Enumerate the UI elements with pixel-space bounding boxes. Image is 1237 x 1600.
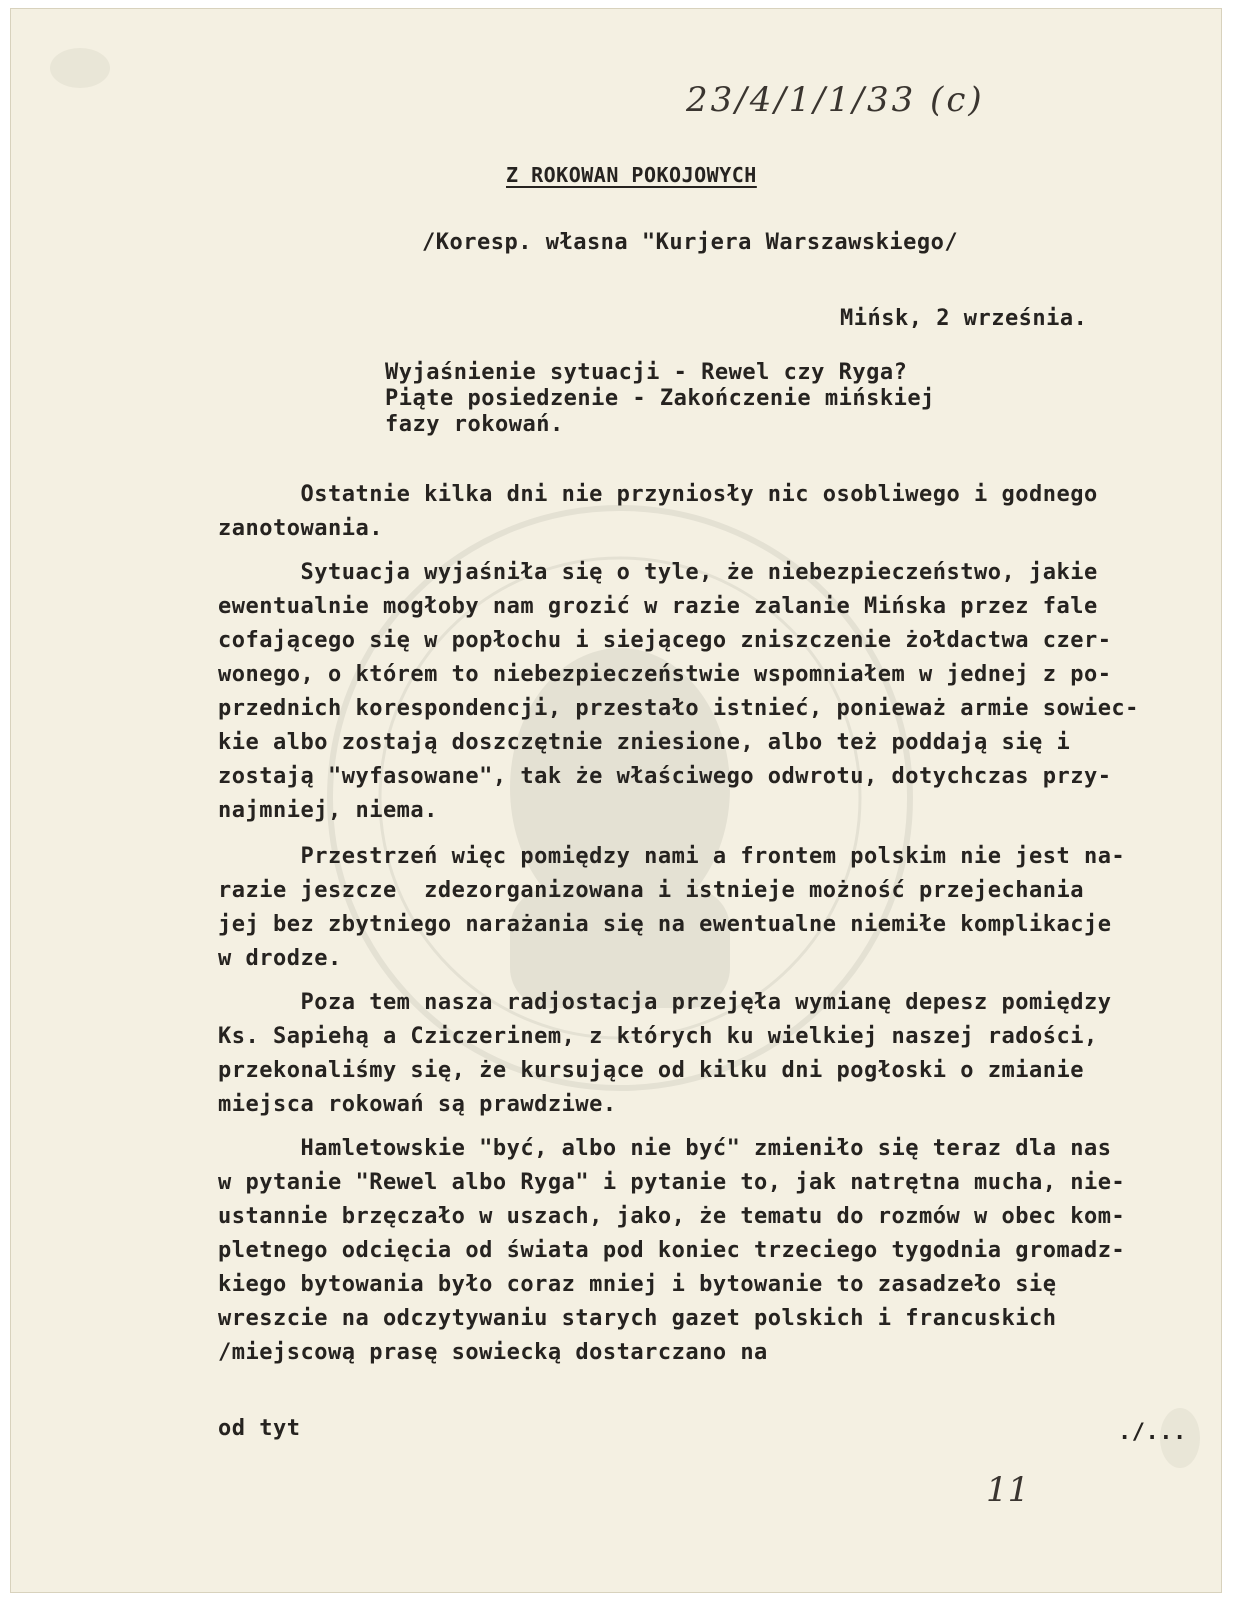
document-title: Z ROKOWAN POKOJOWYCH [506, 163, 757, 187]
page-number-handwritten: 11 [986, 1470, 1030, 1510]
body-line: Poza tem nasza radjostacja przejęła wymianę depesz pomiędzy [218, 990, 1112, 1015]
body-line: Przestrzeń więc pomiędzy nami a frontem polskim nie jest na- [218, 844, 1126, 869]
body-line: w pytanie "Rewel albo Ryga" i pytanie to, jak natrętna mucha, nie- [218, 1170, 1126, 1195]
body-line: kie albo zostają doszczętnie zniesione, albo też poddają się i [218, 730, 1071, 755]
body-line: cofającego się w popłochu i siejącego zniszczenie żołdactwa czer- [218, 628, 1112, 653]
archive-number: 23/4/1/1/33 (c) [686, 80, 985, 120]
body-line: Hamletowskie "być, albo nie być" zmieniło się teraz dla nas [218, 1136, 1112, 1161]
body-line: wreszcie na odczytywaniu starych gazet polskich i francuskich [218, 1306, 1057, 1331]
summary-line: fazy rokowań. [385, 412, 564, 437]
body-line: kiego bytowania było coraz mniej i bytowanie to zasadzeło się [218, 1272, 1057, 1297]
paper-stain [50, 48, 110, 88]
body-line: wonego, o którem to niebezpieczeństwie wspomniałem w jednej z po- [218, 662, 1112, 687]
body-line: Ostatnie kilka dni nie przyniosły nic osobliwego i godnego [218, 482, 1098, 507]
body-line: razie jeszcze zdezorganizowana i istnieje możność przejechania [218, 878, 1084, 903]
body-line: Sytuacja wyjaśniła się o tyle, że niebezpieczeństwo, jakie [218, 560, 1098, 585]
byline: /Koresp. własna "Kurjera Warszawskiego/ [422, 230, 959, 255]
footer-continuation: od tyt [218, 1416, 301, 1441]
body-line: jej bez zbytniego narażania się na ewentualne niemiłe komplikacje [218, 912, 1112, 937]
document-page [10, 8, 1222, 1593]
body-line: Ks. Sapiehą a Cziczerinem, z których ku wielkiej naszej radości, [218, 1024, 1098, 1049]
dateline: Mińsk, 2 września. [840, 306, 1088, 331]
body-line: pletnego odcięcia od świata pod koniec trzeciego tygodnia gromadz- [218, 1238, 1126, 1263]
body-line: zanotowania. [218, 516, 383, 541]
body-line: miejsca rokowań są prawdziwe. [218, 1092, 617, 1117]
body-line: najmniej, niema. [218, 798, 438, 823]
body-line: /miejscową prasę sowiecką dostarczano na [218, 1340, 768, 1365]
body-line: przekonaliśmy się, że kursujące od kilku dni pogłoski o zmianie [218, 1058, 1084, 1083]
footer-next-page-mark: ./... [1118, 1420, 1187, 1445]
body-line: w drodze. [218, 946, 342, 971]
body-line: zostają "wyfasowane", tak że właściwego odwrotu, dotychczas przy- [218, 764, 1112, 789]
body-line: przednich korespondencji, przestało istnieć, ponieważ armie sowiec- [218, 696, 1139, 721]
body-line: ewentualnie mogłoby nam grozić w razie zalanie Mińska przez fale [218, 594, 1098, 619]
summary-line: Wyjaśnienie sytuacji - Rewel czy Ryga? [385, 360, 908, 385]
body-line: ustannie brzęczało w uszach, jako, że tematu do rozmów w obec kom- [218, 1204, 1126, 1229]
summary-line: Piąte posiedzenie - Zakończenie mińskiej [385, 386, 935, 411]
